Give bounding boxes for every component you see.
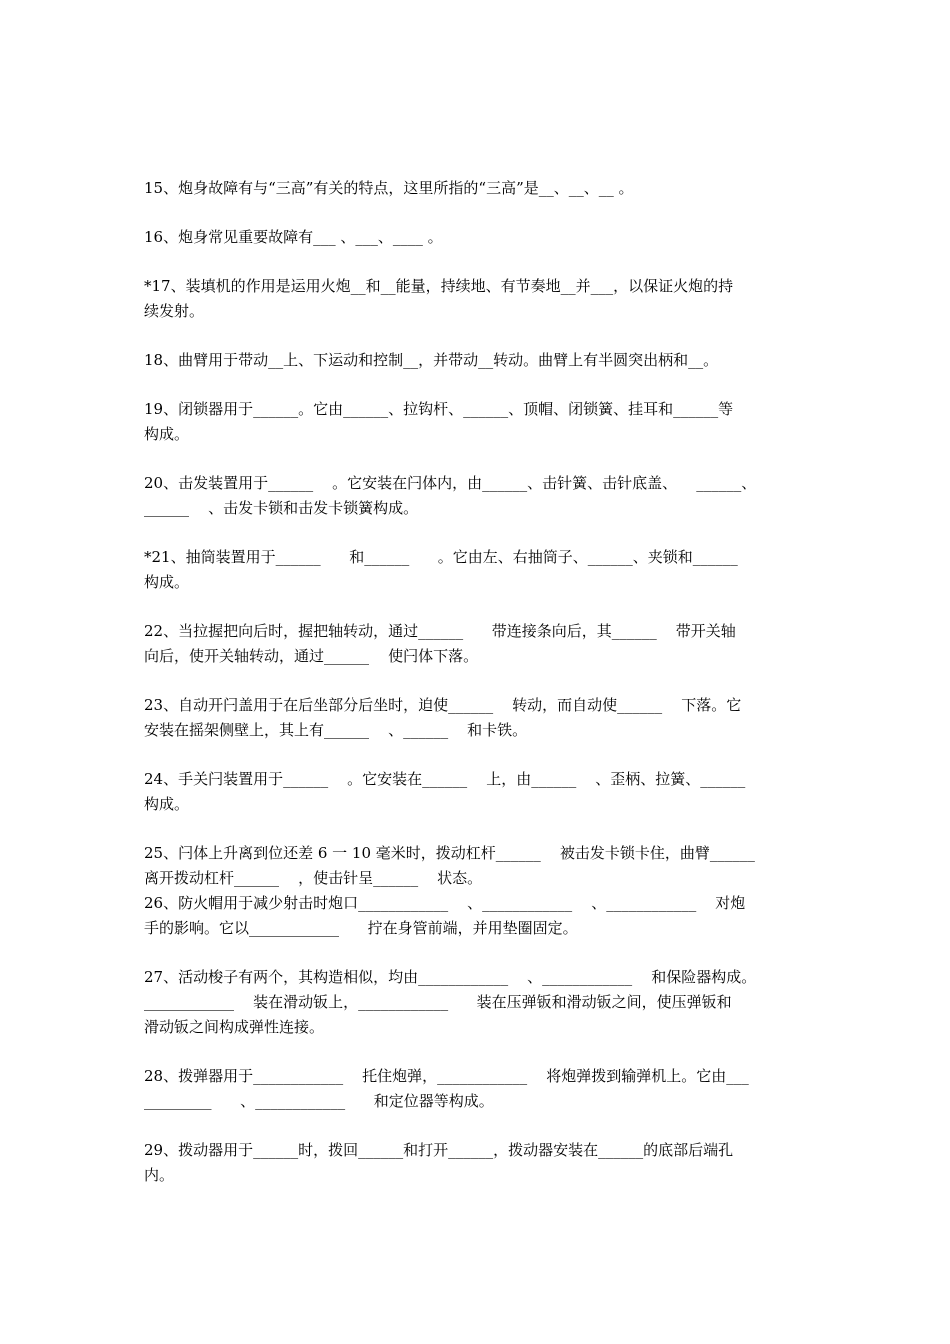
question-21-line-1: *21、抽筒装置用于______ 和______ 。它由左、右抽筒子、______、夹锁和______ [144,548,738,566]
question-19-line-1: 19、闭锁器用于______。它由______、拉钩杆、______、顶帽、闭锁簧、挂耳和______等 [144,400,734,418]
question-29 [144,1138,814,1188]
question-27-line-1: 27、活动梭子有两个，其构造相似，均由____________ 、____________ 和保险器构成。 [144,968,757,986]
question-26 [144,891,814,941]
question-23-line-1: 23、自动开闩盖用于在后坐部分后坐时，迫使______ 转动，而自动使______ 下落。它 [144,696,742,714]
question-29-line-2: 内。 [144,1166,175,1184]
question-15-line-1: 15、炮身故障有与“三高”有关的特点，这里所指的“三高”是__、__、__ 。 [144,179,634,197]
question-25-line-2: 离开拨动杠杆______ ，使击针呈______ 状态。 [144,869,483,887]
question-24-line-2: 构成。 [144,795,190,813]
question-26-line-2: 手的影响。它以____________ 拧在身管前端，并用垫圈固定。 [144,919,578,937]
question-27 [144,965,814,1040]
question-29-line-1: 29、拨动器用于______时，拨回______和打开______，拨动器安装在______的底部后端孔 [144,1141,734,1159]
question-22-line-2: 向后，使开关轴转动，通过______ 使闩体下落。 [144,647,479,665]
question-28 [144,1064,814,1114]
question-16 [144,225,814,250]
question-25-line-1: 25、闩体上升离到位还差 6 一 10 毫米时，拨动杠杆______ 被击发卡锁卡住，曲臂______ [144,844,755,862]
question-21 [144,545,814,595]
question-22-line-1: 22、当拉握把向后时，握把轴转动，通过______ 带连接条向后，其______ 带开关轴 [144,622,736,640]
question-19 [144,397,814,447]
question-16-line-1: 16、炮身常见重要故障有___ 、___、____ 。 [144,228,443,246]
question-18-line-1: 18、曲臂用于带动__上、下运动和控制__，并带动__转动。曲臂上有半圆突出柄和__。 [144,351,719,369]
document-page [144,176,814,1188]
question-24 [144,767,814,817]
question-20 [144,471,814,521]
question-28-line-1: 28、拨弹器用于____________ 托住炮弹，____________ 将炮弹拨到输弹机上。它由___ [144,1067,749,1085]
question-28-line-2: _________ 、____________ 和定位器等构成。 [144,1092,494,1110]
question-26-line-1: 26、防火帽用于减少射击时炮口____________ 、____________ 、____________ 对炮 [144,894,746,912]
question-18 [144,348,814,373]
question-27-line-2: ____________ 装在滑动钣上，____________ 装在压弹钣和滑动钣之间，使压弹钣和 [144,993,732,1011]
question-20-line-1: 20、击发装置用于______ 。它安装在闩体内，由______、击针簧、击针底盖、 ______、 [144,474,757,492]
question-25 [144,841,814,891]
question-27-line-3: 滑动钣之间构成弹性连接。 [144,1018,325,1036]
question-24-line-1: 24、手关闩装置用于______ 。它安装在______ 上，由______ 、歪柄、拉簧、______ [144,770,746,788]
question-17-line-2: 续发射。 [144,302,205,320]
question-17-line-1: *17、装填机的作用是运用火炮__和__能量，持续地、有节奏地__并___，以保证火炮的持 [144,277,734,295]
question-20-line-2: ______ 、击发卡锁和击发卡锁簧构成。 [144,499,419,517]
question-23-line-2: 安装在摇架侧壁上，其上有______ 、______ 和卡铁。 [144,721,528,739]
question-19-line-2: 构成。 [144,425,190,443]
question-22 [144,619,814,669]
question-15 [144,176,814,201]
question-17 [144,274,814,324]
question-23 [144,693,814,743]
question-21-line-2: 构成。 [144,573,190,591]
